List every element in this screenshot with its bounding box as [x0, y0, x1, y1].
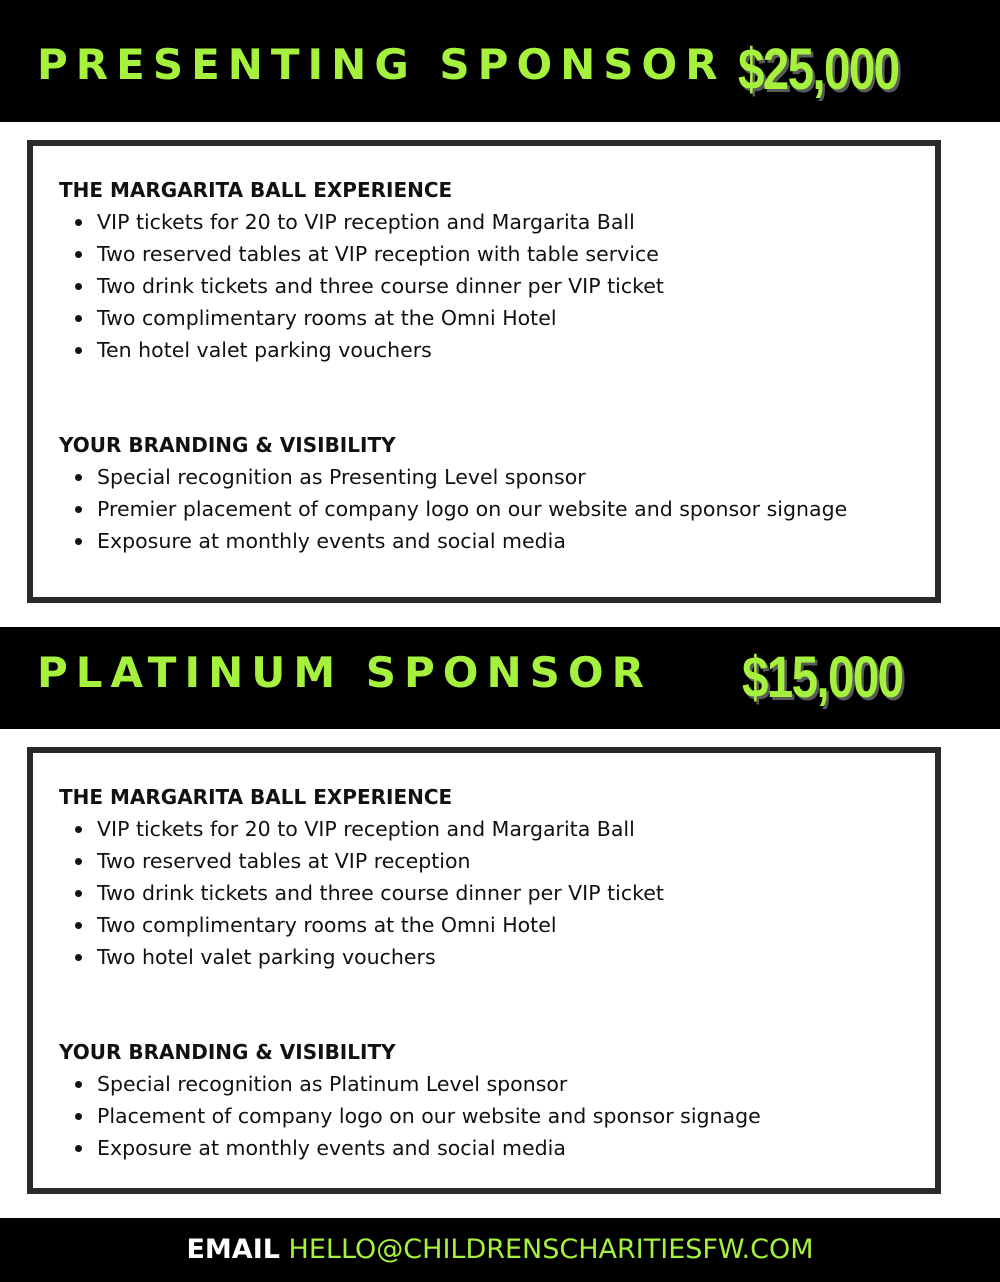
- tier-price-platinum: $15,000: [742, 645, 903, 710]
- branding-list: [59, 461, 847, 557]
- list-item-text: Special recognition as Platinum Level sponsor: [97, 1072, 568, 1096]
- list-item: [59, 813, 664, 845]
- bullet-icon: [75, 506, 82, 513]
- tier-price-presenting: $25,000: [738, 37, 899, 102]
- experience-heading: THE MARGARITA BALL EXPERIENCE: [59, 785, 453, 809]
- experience-heading: THE MARGARITA BALL EXPERIENCE: [59, 178, 453, 202]
- list-item-text: VIP tickets for 20 to VIP reception and Margarita Ball: [97, 210, 635, 234]
- bullet-icon: [75, 347, 82, 354]
- branding-heading: YOUR BRANDING & VISIBILITY: [59, 1040, 396, 1064]
- list-item-text: Special recognition as Presenting Level sponsor: [97, 465, 586, 489]
- list-item: [59, 877, 664, 909]
- bullet-icon: [75, 1145, 82, 1152]
- list-item: [59, 270, 664, 302]
- list-item-text: Two reserved tables at VIP reception with table service: [97, 242, 659, 266]
- bullet-icon: [75, 538, 82, 545]
- branding-heading: YOUR BRANDING & VISIBILITY: [59, 433, 396, 457]
- branding-list: [59, 1068, 761, 1164]
- list-item: [59, 525, 847, 557]
- list-item: [59, 845, 664, 877]
- bullet-icon: [75, 474, 82, 481]
- list-item: [59, 1132, 761, 1164]
- list-item-text: VIP tickets for 20 to VIP reception and Margarita Ball: [97, 817, 635, 841]
- footer-contact: [0, 1234, 1000, 1265]
- email-label: EMAIL: [186, 1234, 280, 1265]
- list-item: [59, 909, 664, 941]
- list-item: [59, 493, 847, 525]
- list-item: [59, 302, 664, 334]
- bullet-icon: [75, 954, 82, 961]
- list-item: [59, 238, 664, 270]
- tier-title-platinum: PLATINUM SPONSOR: [37, 648, 652, 697]
- experience-list: [59, 813, 664, 973]
- email-link[interactable]: HELLO@CHILDRENSCHARITIESFW.COM: [288, 1234, 814, 1265]
- list-item-text: Ten hotel valet parking vouchers: [97, 338, 432, 362]
- list-item: [59, 334, 664, 366]
- experience-list: [59, 206, 664, 366]
- list-item-text: Two reserved tables at VIP reception: [97, 849, 471, 873]
- list-item-text: Placement of company logo on our website and sponsor signage: [97, 1104, 761, 1128]
- list-item-text: Two drink tickets and three course dinner per VIP ticket: [97, 274, 664, 298]
- list-item-text: Two drink tickets and three course dinner per VIP ticket: [97, 881, 664, 905]
- bullet-icon: [75, 315, 82, 322]
- list-item-text: Premier placement of company logo on our website and sponsor signage: [97, 497, 848, 521]
- list-item: [59, 461, 847, 493]
- list-item-text: Two complimentary rooms at the Omni Hotel: [97, 913, 557, 937]
- bullet-icon: [75, 826, 82, 833]
- list-item: [59, 1068, 761, 1100]
- bullet-icon: [75, 1081, 82, 1088]
- presenting-benefits-box: [27, 140, 941, 603]
- bullet-icon: [75, 922, 82, 929]
- bullet-icon: [75, 890, 82, 897]
- platinum-benefits-box: [27, 747, 941, 1194]
- bullet-icon: [75, 251, 82, 258]
- list-item-text: Two hotel valet parking vouchers: [97, 945, 436, 969]
- list-item-text: Exposure at monthly events and social media: [97, 529, 566, 553]
- bullet-icon: [75, 1113, 82, 1120]
- list-item-text: Exposure at monthly events and social media: [97, 1136, 566, 1160]
- list-item: [59, 941, 664, 973]
- list-item: [59, 1100, 761, 1132]
- list-item: [59, 206, 664, 238]
- bullet-icon: [75, 858, 82, 865]
- bullet-icon: [75, 219, 82, 226]
- tier-title-presenting: PRESENTING SPONSOR: [37, 40, 726, 89]
- list-item-text: Two complimentary rooms at the Omni Hotel: [97, 306, 557, 330]
- bullet-icon: [75, 283, 82, 290]
- footer-bar: [0, 1218, 1000, 1282]
